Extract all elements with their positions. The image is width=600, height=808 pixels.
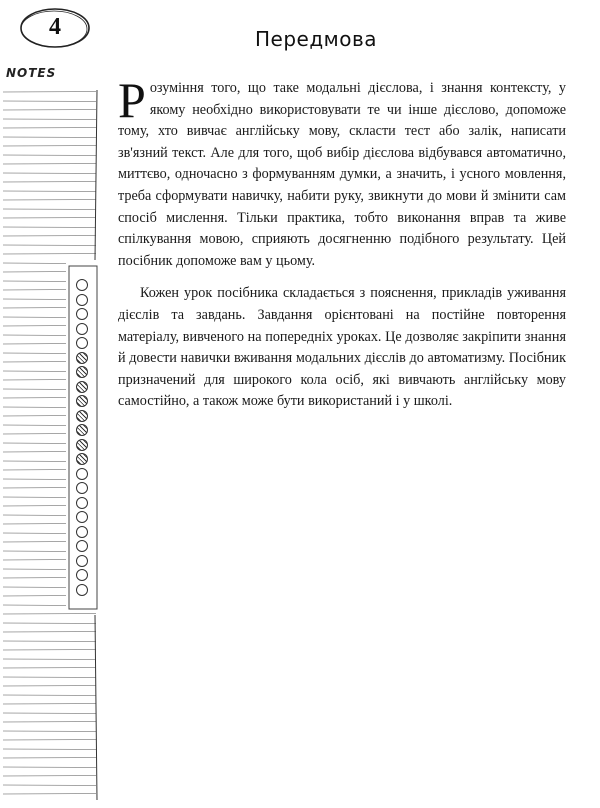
ruled-line [3,245,96,246]
ruled-line [3,560,66,561]
ruled-line [3,605,66,606]
notebook-margin [0,0,100,808]
ruled-line [3,668,96,669]
spiral-binding [68,265,98,610]
ruled-line [3,677,96,678]
ruled-line [3,794,96,795]
ruled-line [3,632,96,633]
ruled-line [3,704,96,705]
binding-ring-icon [76,540,88,552]
preface-text [118,72,566,424]
binding-ring-icon [76,323,88,335]
ruled-line [3,416,66,417]
ruled-line [3,533,66,534]
ruled-line [3,164,96,165]
binding-ring-icon [76,584,88,596]
ruled-line [3,344,66,345]
ruled-line [3,398,66,399]
binding-ring-icon [76,482,88,494]
drop-cap: Р [118,72,146,128]
binding-ring-icon [76,294,88,306]
ruled-line [3,380,66,381]
ruled-line [3,326,66,327]
ruled-line [3,119,96,120]
ruled-line [3,236,96,237]
ruled-line [3,785,96,786]
ruled-line [3,128,96,129]
ruled-line [3,506,66,507]
ruled-line [3,335,66,336]
ruled-line [3,776,96,777]
ruled-line [3,497,66,498]
ruled-line [3,596,66,597]
ruled-line [3,479,66,480]
page-title: Передмова [255,27,378,51]
ruled-line [3,542,66,543]
ruled-line [3,452,66,453]
ruled-line [3,110,96,111]
ruled-line [3,155,96,156]
ruled-line [3,569,66,570]
ruled-line [3,551,66,552]
ruled-line [3,695,96,696]
ruled-line [3,389,66,390]
ruled-line [3,308,66,309]
ruled-line [3,263,66,264]
binding-ring-icon [76,410,88,422]
ruled-line [3,425,66,426]
binding-ring-icon [76,439,88,451]
ruled-line [3,137,96,138]
ruled-line [3,515,66,516]
binding-ring-icon [76,526,88,538]
ruled-line [3,659,96,660]
ruled-line [3,353,66,354]
ruled-line [3,407,66,408]
binding-ring-icon [76,511,88,523]
paragraph-1 [118,72,566,272]
ruled-line [3,146,96,147]
ruled-line [3,182,96,183]
ruled-line [3,749,96,750]
binding-ring-icon [76,497,88,509]
ruled-line [3,686,96,687]
ruled-line [3,740,96,741]
ruled-line [3,191,96,192]
ruled-line [3,200,96,201]
ruled-line [3,713,96,714]
ruled-line [3,272,66,273]
ruled-line [3,362,66,363]
binding-ring-icon [76,424,88,436]
binding-ring-icon [76,468,88,480]
ruled-line [3,254,96,255]
ruled-line [3,434,66,435]
ruled-line [3,92,96,93]
page-number-badge [18,6,92,50]
paragraph-2: Кожен урок посібника складається з пояснення, прикладів уживання дієслів та завдань. Завдання орієнтовані на постійне повторення матеріалу, вивченого на попередніх уроках. Це дозволяє закріпити знання й довести навички вживання модальних дієслів до автоматизму. Посібник призначений для широкого кола осіб, які вивчають англійську мову самостійно, а також може бути використаний і у школі. [118,285,566,410]
ruled-line [3,722,96,723]
ruled-line [3,614,96,615]
notes-label: NOTES [6,66,57,80]
ruled-line [3,587,66,588]
ruled-line [3,578,66,579]
paragraph-1-text: озуміння того, що таке модальні дієслова, і знання контексту, у якому необхідно використовувати те чи інше дієслово, допоможе тому, хто вивчає англійську мову, скласти тест або залік, написати зв'язний текст. Але для того, щоб вибір дієслова відбувався автоматично, миттєво, одночасно з формуванням думки, а значить, і усного мовлення, треба сформувати навичку, набити руку, звикнути до мови й змінити сам спосіб мислення. Тільки практика, тобто виконання вправ та живе спілкування мовою, сприяють досягненню подібного результату. Цей посібник допоможе вам у цьому. [118,80,566,269]
ruled-line [3,290,66,291]
binding-ring-icon [76,308,88,320]
ruled-line [3,371,66,372]
binding-ring-icon [76,279,88,291]
ruled-line [3,767,96,768]
ruled-line [3,101,96,102]
ruled-line [3,758,96,759]
binding-ring-icon [76,453,88,465]
ruled-line [3,317,66,318]
page-number: 4 [49,14,61,40]
ruled-line [3,650,96,651]
ruled-line [3,281,66,282]
binding-ring-icon [76,352,88,364]
ruled-line [3,209,96,210]
ruled-line [3,461,66,462]
binding-ring-icon [76,555,88,567]
ruled-line [3,218,96,219]
ruled-line [3,524,66,525]
binding-ring-icon [76,337,88,349]
binding-ring-icon [76,395,88,407]
binding-ring-icon [76,366,88,378]
binding-ring-icon [76,381,88,393]
ruled-line [3,227,96,228]
ruled-line [3,173,96,174]
ruled-line [3,731,96,732]
ruled-line [3,299,66,300]
ruled-line [3,641,96,642]
binding-ring-icon [76,569,88,581]
ruled-line [3,470,66,471]
ruled-line [3,488,66,489]
ruled-line [3,623,96,624]
ruled-line [3,443,66,444]
